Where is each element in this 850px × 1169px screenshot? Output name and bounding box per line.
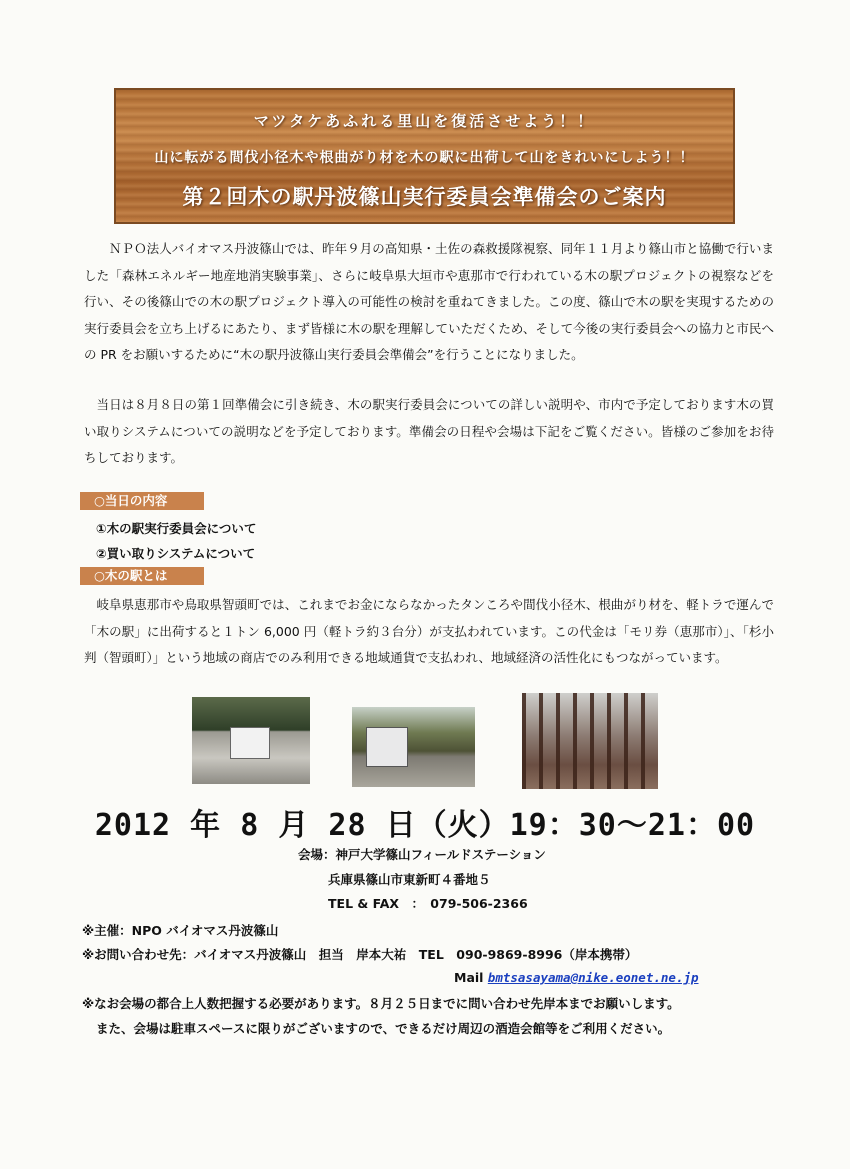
mail-label: Mail [454, 970, 488, 985]
event-address: 兵庫県篠山市東新町４番地５ [328, 872, 491, 887]
content-item: ①木の駅実行委員会について [96, 521, 257, 536]
event-datetime: 2012 年 8 月 28 日（火）19：30～21：00 [94, 808, 756, 843]
intro-paragraph-2: 当日は８月８日の第１回準備会に引き続き、木の駅実行委員会についての詳しい説明や、市内で予定しております木の買い取りシステムについての説明などを予定しております。準備会の日程や会場は下記をご覧ください。皆様のご参加をお待ちしております。 [84, 397, 774, 465]
section-label-about: ○木の駅とは [80, 567, 204, 585]
content-item: ②買い取りシステムについて [96, 546, 256, 561]
parking-note: また、会場は駐車スペースに限りがございますので、できるだけ周辺の酒造会館等をご利用ください。 [96, 1021, 671, 1036]
event-venue: 会場：神戸大学篠山フィールドステーション [298, 847, 546, 862]
organizer-note: ※主催：NPO バイオマス丹波篠山 [82, 923, 279, 938]
attendance-note: ※なお会場の都合上人数把握する必要があります。８月２５日までに問い合わせ先岸本までお願いします。 [82, 996, 680, 1011]
event-telfax: TEL & FAX ： 079-506-2366 [328, 896, 528, 911]
page-title: 第２回木の駅丹波篠山実行委員会準備会のご案内 [182, 185, 667, 209]
about-paragraph: 岐阜県恵那市や鳥取県智頭町では、これまでお金にならなかったタンころや間伐小径木、根曲がり材を、軽トラで運んで「木の駅」に出荷すると１トン 6,000 円（軽トラ約３台分）が支払われています。この代金は「モリ券（恵那市）」、「杉小判（智頭町）」という地域の商店でのみ利用できる地域通貨で支払われ、地域経済の活性化にもつながっています。 [84, 597, 774, 665]
contact-note: ※お問い合わせ先：バイオマス丹波篠山 担当 岸本大祐 TEL 090-9869-8996（岸本携帯） [82, 947, 638, 962]
photo-people-unloading [352, 707, 475, 787]
intro-paragraph-1: ＮＰＯ法人バイオマス丹波篠山では、昨年９月の高知県・土佐の森救援隊視察、同年１１月より篠山市と協働で行いました「森林エネルギー地産地消実験事業」、さらに岐阜県大垣市や恵那市で行われている木の駅プロジェクトの視察などを行い、その後篠山での木の駅プロジェクト導入の可能性の検討を重ねてきました。この度、篠山で木の駅を実現するための実行委員会を立ち上げるにあたり、まず皆様に木の駅を理解していただくため、そして今後の実行委員会への協力と市民への PR をお願いするために“木の駅丹波篠山実行委員会準備会”を行うことになりました。 [84, 241, 774, 362]
photo-forest [522, 693, 658, 789]
banner-subslogan: 山に転がる間伐小径木や根曲がり材を木の駅に出荷して山をきれいにしよう！！ [154, 150, 695, 166]
mail-link[interactable]: bmtsasayama@nike.eonet.ne.jp [487, 970, 699, 985]
section-label-content: ○当日の内容 [80, 492, 204, 510]
header-banner [114, 88, 735, 224]
truck-shape [366, 727, 408, 767]
photo-truck-yard [192, 697, 310, 784]
truck-shape [230, 727, 270, 759]
contact-mail [454, 970, 699, 985]
banner-slogan: マツタケあふれる里山を復活させよう！！ [253, 112, 596, 130]
